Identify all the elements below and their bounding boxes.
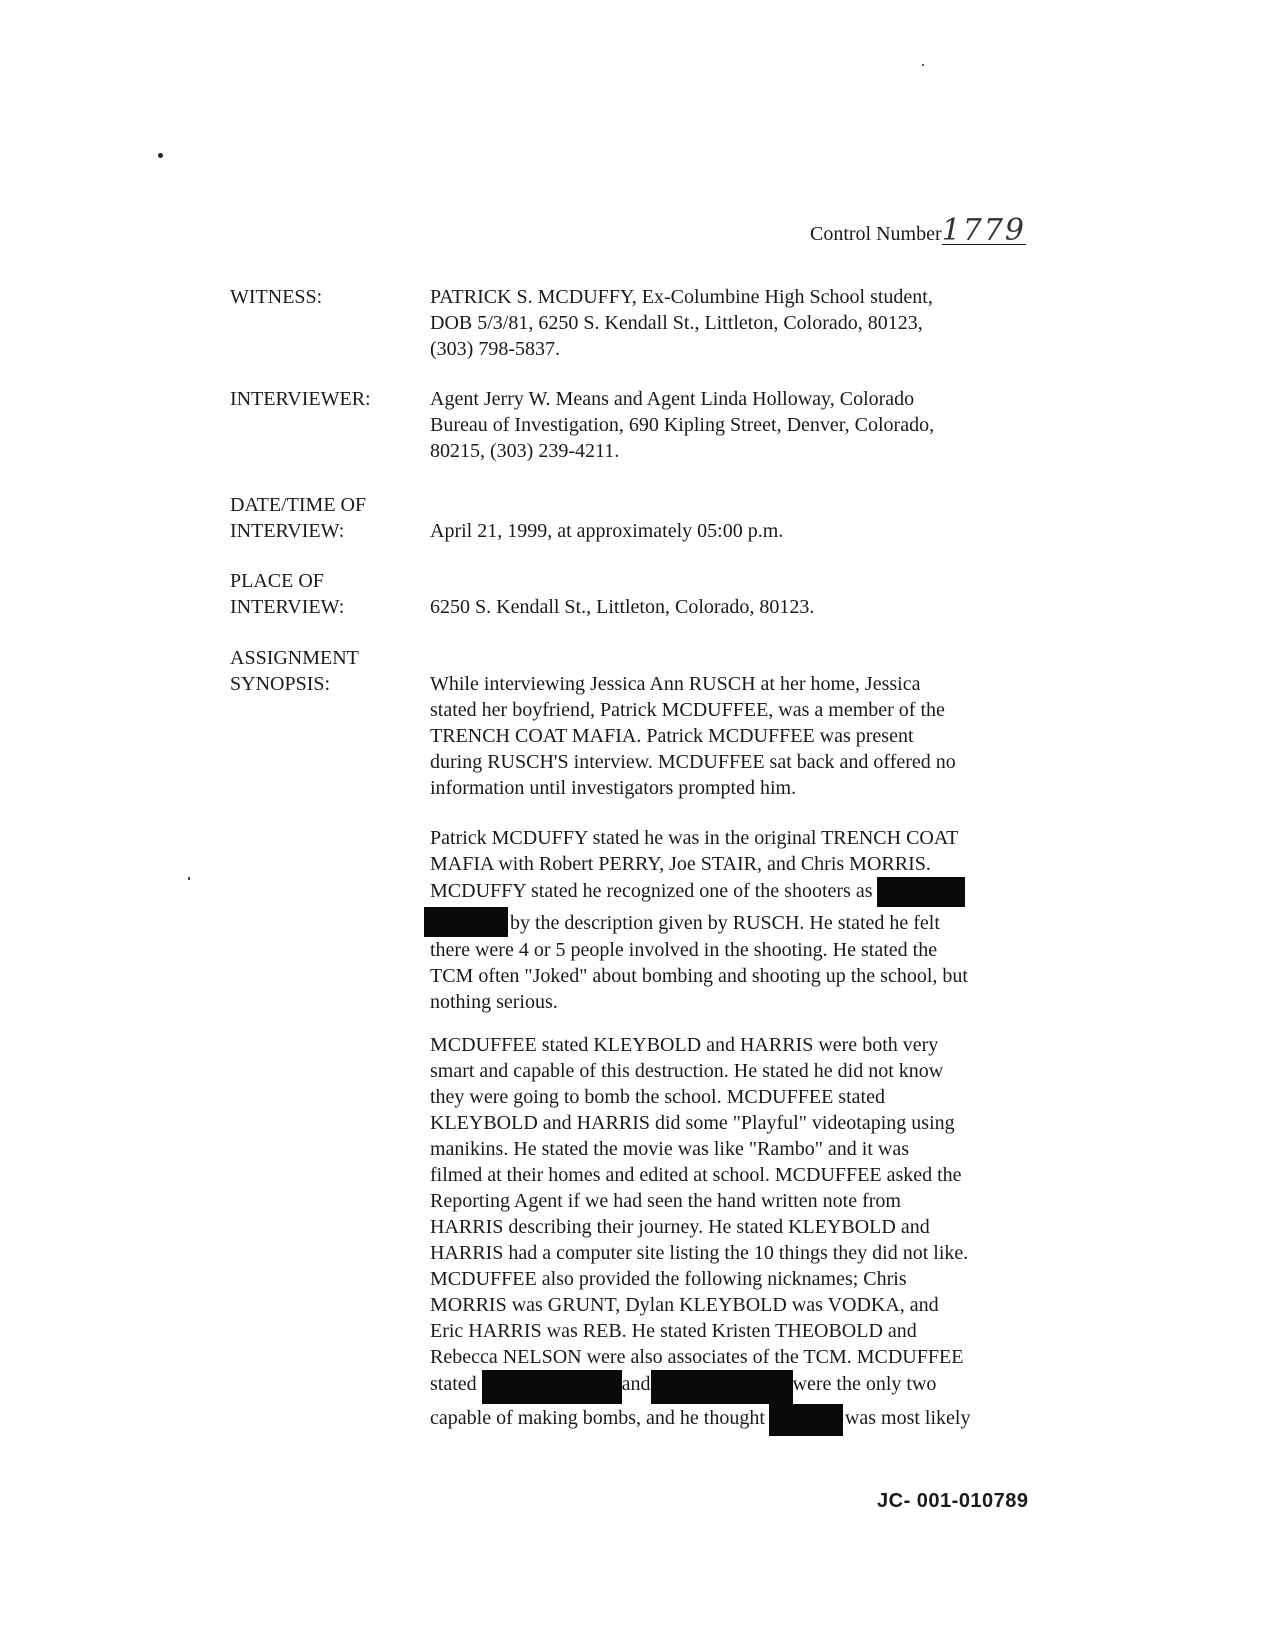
paragraph-line: MCDUFFEE also provided the following nicknames; Chris [430, 1268, 907, 1290]
paragraph-text: was most likely [844, 1407, 971, 1429]
paragraph-line: manikins. He stated the movie was like "Rambo" and it was [430, 1138, 910, 1160]
paragraph-text: capable of making bombs, and he thought [430, 1407, 765, 1429]
datetime-value [430, 518, 1050, 544]
scan-speck [188, 877, 190, 880]
paragraph-line: KLEYBOLD and HARRIS did some "Playful" videotaping using [430, 1112, 955, 1134]
witness-line: DOB 5/3/81, 6250 S. Kendall St., Littleton, Colorado, 80123, [430, 312, 923, 334]
place-label-line: PLACE OF [230, 570, 324, 592]
paragraph-line: they were going to bomb the school. MCDUFFEE stated [430, 1086, 885, 1108]
paragraph-line: MORRIS was GRUNT, Dylan KLEYBOLD was VODKA, and [430, 1294, 939, 1316]
paragraph-line: While interviewing Jessica Ann RUSCH at her home, Jessica [430, 673, 921, 695]
control-number-value: 1779 [941, 213, 1027, 248]
paragraph-line: Rebecca NELSON were also associates of the TCM. MCDUFFEE [430, 1346, 964, 1368]
interviewer-line: Agent Jerry W. Means and Agent Linda Holloway, Colorado [430, 388, 915, 410]
paragraph-line: TCM often "Joked" about bombing and shooting up the school, but [430, 965, 968, 987]
control-number [810, 213, 1027, 248]
datetime-label-line: DATE/TIME OF [230, 494, 367, 516]
witness-line: (303) 798-5837. [430, 338, 560, 360]
paragraph-line: Eric HARRIS was REB. He stated Kristen THEOBOLD and [430, 1320, 917, 1342]
datetime-label-line: INTERVIEW: [230, 520, 345, 542]
synopsis-label [230, 645, 415, 697]
paragraph-text: by the description given by RUSCH. He stated he felt [510, 912, 940, 934]
paragraph-text: were the only two [792, 1373, 937, 1395]
redaction-block [769, 1404, 843, 1436]
paragraph-line: stated her boyfriend, Patrick MCDUFFEE, was a member of the [430, 699, 945, 721]
paragraph-text: MCDUFFY stated he recognized one of the shooters as [430, 880, 873, 902]
paragraph-line: TRENCH COAT MAFIA. Patrick MCDUFFEE was present [430, 725, 914, 747]
interviewer-label: INTERVIEWER: [230, 388, 371, 410]
redaction-block [424, 907, 508, 937]
synopsis-paragraph-1 [430, 671, 1050, 801]
paragraph-line [430, 907, 1050, 937]
interviewer-line: Bureau of Investigation, 690 Kipling Street, Denver, Colorado, [430, 414, 935, 436]
witness-line: PATRICK S. MCDUFFY, Ex-Columbine High School student, [430, 286, 933, 308]
paragraph-line: MCDUFFEE stated KLEYBOLD and HARRIS were both very [430, 1034, 939, 1056]
paragraph-text: stated [430, 1373, 477, 1395]
place-label [230, 568, 415, 620]
paragraph-line: smart and capable of this destruction. He stated he did not know [430, 1060, 944, 1082]
synopsis-label-line: ASSIGNMENT [230, 647, 359, 669]
datetime-label [230, 492, 415, 544]
paragraph-line: HARRIS had a computer site listing the 10 things they did not like. [430, 1242, 969, 1264]
place-value-text: 6250 S. Kendall St., Littleton, Colorado, 80123. [430, 596, 815, 618]
datetime-value-text: April 21, 1999, at approximately 05:00 p.m. [430, 520, 784, 542]
paragraph-line: Patrick MCDUFFY stated he was in the original TRENCH COAT [430, 827, 959, 849]
paragraph-line: there were 4 or 5 people involved in the shooting. He stated the [430, 939, 938, 961]
paragraph-line [430, 1404, 1050, 1436]
scan-speck [158, 153, 163, 158]
witness-value [430, 284, 1050, 362]
interviewer-line: 80215, (303) 239-4211. [430, 440, 620, 462]
redaction-block [482, 1370, 622, 1404]
place-label-line: INTERVIEW: [230, 596, 345, 618]
paragraph-text: and [621, 1373, 651, 1395]
paragraph-line: during RUSCH'S interview. MCDUFFEE sat back and offered no [430, 751, 956, 773]
paragraph-line: MAFIA with Robert PERRY, Joe STAIR, and Chris MORRIS. [430, 853, 931, 875]
place-value [430, 594, 1050, 620]
scan-speck [922, 64, 924, 66]
synopsis-label-line: SYNOPSIS: [230, 673, 331, 695]
bates-number: JC- 001-010789 [877, 1490, 1029, 1512]
paragraph-line: filmed at their homes and edited at school. MCDUFFEE asked the [430, 1164, 962, 1186]
redaction-block [651, 1370, 793, 1404]
synopsis-paragraph-2 [430, 825, 1050, 1015]
synopsis-paragraph-3 [430, 1032, 1050, 1436]
paragraph-line: information until investigators prompted him. [430, 777, 797, 799]
paragraph-line: HARRIS describing their journey. He stated KLEYBOLD and [430, 1216, 930, 1238]
paragraph-line [430, 877, 1050, 907]
paragraph-line: Reporting Agent if we had seen the hand written note from [430, 1190, 901, 1212]
paragraph-line: nothing serious. [430, 991, 558, 1013]
interviewer-value [430, 386, 1050, 464]
witness-label: WITNESS: [230, 286, 323, 308]
control-number-label: Control Number [810, 223, 942, 245]
redaction-block [877, 877, 965, 907]
paragraph-line [430, 1370, 1050, 1404]
